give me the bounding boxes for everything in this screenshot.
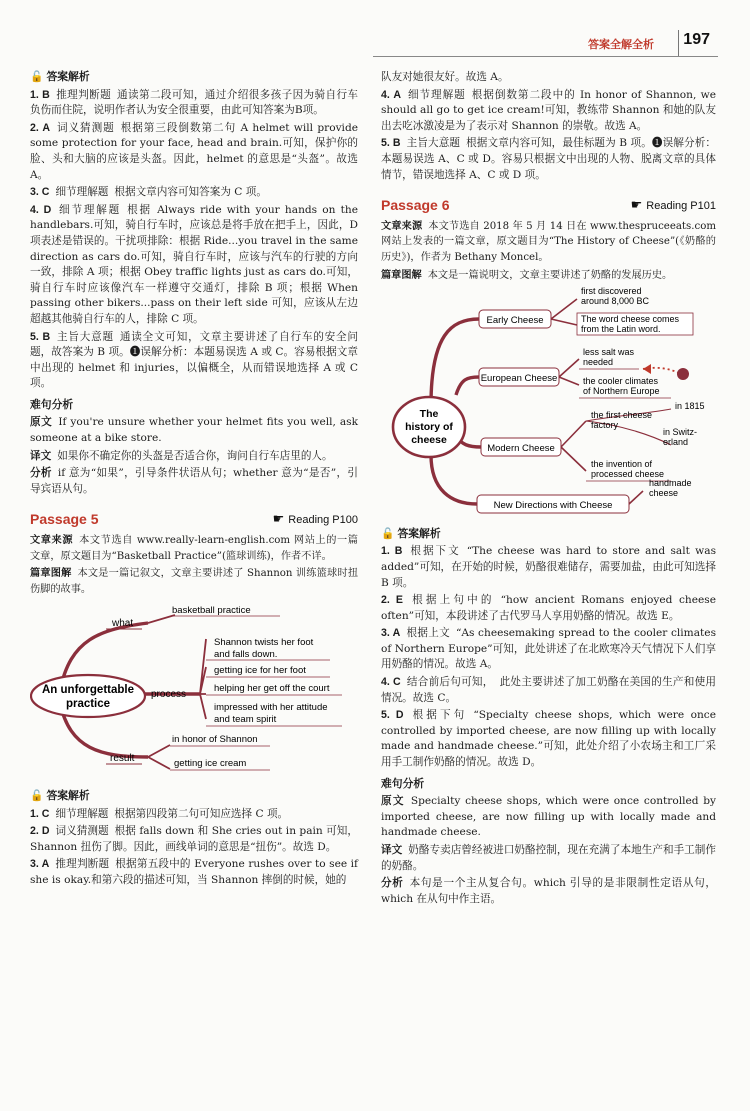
question-type: 根据下句 [409, 709, 468, 722]
analysis-label: 原文 [381, 795, 405, 808]
answer-text: “how ancient Romans enjoyed cheese often”可知，本段讲述了古代罗马人享用奶酪的情况。故选 E。 [381, 594, 716, 622]
question-type: 根据下文 [408, 545, 461, 558]
analysis-text: 奶酪专卖店曾经被进口奶酪控制，现在充满了本地生产和手工制作的奶酪。 [381, 844, 717, 872]
lock-icon: 🔓 [30, 71, 44, 83]
answer-item [30, 824, 358, 855]
answer-number: 4. A [381, 88, 401, 101]
mm6-early-leaf-2a: The word cheese comes [581, 314, 680, 325]
page-number: 197 [683, 31, 710, 48]
answer-text: 根据第三段倒数第二句 A helmet will provide some protection for your face, head and brain.可知，保护你的脸、头和大脑的应该是头盔。因此，helmet 的意思是“头盔”。故选A。 [30, 121, 358, 181]
question-type: 细节理解题 [57, 203, 122, 216]
passage6-bar [381, 197, 716, 215]
question-type: 细节理解题 [407, 88, 466, 101]
mm6-modern-leaf-3b: erland [663, 437, 689, 448]
answer-text: 通读全文可知，文章主要讲述了自行车的安全问题，故答案为 B 项。❶误解分析：本题易误选 A 或 C。容易根据文章中出现的 helmet 和 injuries，以偏概全，从而错误地选择 A 或 C 项。 [30, 330, 359, 390]
continuation-text: 队友对她很友好。故选 A。 [381, 71, 509, 83]
passage6-source: 文章来源 本文节选自 2018 年 5 月 14 日在 www.thespruceeats.com 网站上发表的一篇文章，原文题目为“The History of Cheese”(《奶酪的历史》)，作者为 Bethany Moncel。 [381, 220, 716, 263]
answer-item [381, 136, 716, 183]
mm5-result-label: result [110, 753, 135, 765]
analysis-label: 分析 [381, 877, 404, 890]
passage6-title: Passage 6 [381, 197, 450, 214]
passage5-title: Passage 5 [30, 511, 99, 528]
mm5-center-line2: practice [65, 698, 111, 711]
analysis-text: If you're unsure whether your helmet fits you well, ask someone at a bike store. [30, 416, 358, 445]
answer-item [30, 88, 358, 119]
mm6-euro-leaf-2b: of Northern Europe [583, 386, 660, 397]
answer-number: 3. A [30, 858, 50, 871]
mm6-center-line2: history of [405, 421, 453, 434]
answer-item [381, 88, 716, 135]
analysis-label: 译文 [30, 449, 52, 462]
passage6-answer-list [381, 544, 716, 770]
answer-text: 根据 Always ride with your hands on the handlebars.可知，骑自行车时，应该总是将手放在把手上，因此，D 项表述是错误的。干扰项排除：根据 Ride...you travel in the same direction as cars do.可知，骑自行车时，应该与汽车的行驶的方向一致，排除 A 项；根据 Obey traffic lights just as cars do.可知，骑自行车时应该像汽车一样遵守交通灯，排除 B 项；根据 When passing other bikers...pass on their left side 可知，应该从左边超越其他骑自行车的人，排除 C 项。 [30, 203, 359, 325]
answer-item [30, 857, 358, 888]
analysis-row [381, 876, 716, 907]
mm6-modern-leaf-2: in 1815 [675, 401, 705, 412]
question-type: 细节理解题 [55, 807, 109, 820]
question-type: 词义猜测题 [56, 121, 115, 134]
mm6-center-line3: cheese [411, 434, 447, 447]
mm5-result-leaf-2: getting ice cream [174, 758, 247, 770]
mm6-euro-leaf-1a: less salt was [583, 347, 635, 358]
page-header [0, 0, 750, 58]
answers-heading: 🔓 答案解析 [30, 71, 90, 83]
left-column [30, 66, 358, 891]
question-type: 推理判断题 [55, 88, 112, 101]
answer-text: “Specialty cheese shops, which were once controlled by imported cheese, are now filling up with locally made and handmade cheese.”可知，此处介绍了小农场主和工厂采用手工制作奶酪的情况。故选 D。 [381, 709, 716, 769]
mm6-new-leaf-a: handmade [649, 478, 692, 489]
mm5-what-label: what [112, 618, 134, 630]
analysis-text: 如果你不确定你的头盔是否适合你，询问自行车店里的人。 [57, 449, 333, 462]
header-label: 答案全解全析 [588, 39, 654, 51]
mm6-modern-leaf-1b: factory [591, 420, 619, 431]
passage5-reading: ☛ Reading P100 [272, 511, 358, 527]
answer-item [30, 330, 358, 392]
answer-item [381, 626, 716, 673]
mm6-new-label: New Directions with Cheese [493, 500, 613, 512]
question-type: 主旨大意题 [406, 137, 461, 150]
mm5-result-leaf-1: in honor of Shannon [172, 734, 258, 746]
mm5-leaf-1a: Shannon twists her foot [214, 637, 314, 649]
answer-number: 1. B [30, 88, 50, 101]
question-type: 词义猜测题 [55, 825, 109, 838]
mm6-branch-european [456, 377, 479, 395]
mm6-european-label: European Cheese [480, 373, 558, 385]
answer-number: 2. E [381, 594, 403, 607]
answer-number: 2. A [30, 121, 50, 134]
question-type: 主旨大意题 [56, 330, 114, 343]
passage5-answer-list [30, 807, 358, 889]
header-rule [373, 56, 718, 57]
mm6-modern-leaf-3a: in Switz- [663, 427, 698, 438]
passage5-source: 文章来源 本文节选自 www.really-learn-english.com 网站上的一篇文章，原文题目为“Basketball Practice”(篮球训练)，作者不详。 [30, 535, 358, 562]
passage6-mindmap [381, 285, 716, 517]
mm6-branch-early [431, 319, 479, 405]
answer-number: 5. B [30, 330, 51, 343]
mm5-what-leaf: basketball practice [172, 605, 251, 617]
lock-icon: 🔓 [30, 790, 44, 802]
difficult-heading: 难句分析 [30, 398, 74, 411]
mm6-modern-leaf-1a: the first cheese [591, 410, 653, 421]
question-type: 根据上句中的 [409, 594, 495, 607]
mm6-early-leaf-1a: first discovered [581, 286, 642, 297]
mm5-leaf-4a: impressed with her attitude [214, 702, 328, 714]
pointing-hand-icon: ☛ [630, 197, 643, 213]
question-type: 结合前后句可知， [406, 676, 494, 689]
mm5-leaf-3: helping her get off the court [214, 683, 330, 695]
lock-icon: 🔓 [381, 527, 395, 540]
passage6-diagram-desc: 篇章图解 本文是一篇说明文，文章主要讲述了奶酪的发展历史。 [381, 269, 673, 281]
passage5-bar [30, 511, 358, 529]
answer-text: 此处主要讲述了加工奶酪在美国的生产和使用情况。故选 C。 [381, 676, 716, 704]
answer-list-continued [381, 88, 716, 184]
passage6-reading: ☛ Reading P101 [630, 197, 716, 213]
answer-text: “As cheesemaking spread to the cooler climates of Northern Europe”可知，此处讲述了在北欧寒冷天气情况下人们享用奶酪的情况。故选 A。 [381, 627, 717, 671]
right-column [381, 66, 716, 909]
passage6-difficult-analysis [381, 794, 716, 907]
mm6-center-line1: The [419, 408, 439, 421]
answer-item [381, 544, 716, 591]
mm5-process-label: process [151, 689, 187, 701]
analysis-text: 本句是一个主从复合句。which 引导的是非限制性定语从句，which 在从句中作主语。 [381, 877, 717, 905]
mm5-leaf-1b: and falls down. [214, 649, 278, 661]
answer-number: 3. C [30, 186, 50, 199]
analysis-row [381, 794, 716, 841]
answer-text: “The cheese was hard to store and salt was added”可知，在开始的时候，奶酪很难储存，需要加盐，由此可知选择 B 项。 [381, 545, 717, 589]
analysis-row [30, 449, 358, 465]
mm6-modern-leaf-4b: processed cheese [591, 469, 665, 480]
answer-number: 5. B [381, 137, 401, 150]
analysis-label: 译文 [381, 844, 403, 856]
passage5-mindmap [30, 599, 358, 779]
passage5-diagram-desc: 篇章图解 本文是一篇记叙文，文章主要讲述了 Shannon 训练篮球时扭伤脚的故事。 [30, 568, 359, 595]
answer-number: 1. B [381, 545, 403, 558]
answer-text: 根据文章内容可知，最佳标题为 B 项。❶误解分析：本题易误选 A、C 或 D。容易只根据文中出现的人物、脱离文章的具体情节，错误地选择 A、C 或 D 项。 [381, 137, 716, 181]
mm5-leaf-2: getting ice for her foot [214, 665, 306, 677]
question-type: 推理判断题 [55, 858, 110, 871]
answer-number: 4. D [30, 203, 52, 216]
question-type: 细节理解题 [55, 186, 109, 199]
header-divider [678, 30, 679, 57]
analysis-text: Specialty cheese shops, which were once controlled by imported cheese, are now filling up with locally made and handmade cheese. [381, 795, 717, 839]
answer-text: 根据第五段中的 Everyone rushes over to see if she is okay.和第六段的描述可知，当 Shannon 摔倒的时候，她的 [30, 858, 358, 886]
arrow-head-icon [643, 364, 651, 374]
answer-item [30, 203, 358, 328]
analysis-label: 分析 [30, 467, 52, 480]
passage5-answers-heading: 🔓 答案解析 [30, 790, 90, 802]
answer-text: 根据第四段第二句可知应选择 C 项。 [114, 807, 289, 820]
mm6-early-leaf-1b: around 8,000 BC [581, 296, 650, 307]
answer-item [30, 185, 358, 201]
mm6-new-leaf-b: cheese [649, 488, 679, 499]
passage6-answers-heading: 🔓 答案解析 [381, 527, 441, 540]
mm5-center-line1: An unforgettable [42, 684, 134, 697]
answer-item [30, 807, 358, 823]
passage6-difficult-heading: 难句分析 [381, 777, 425, 790]
answer-item [381, 708, 716, 770]
answer-text: 通读第二段可知，通过介绍很多孩子因为骑自行车负伤而住院，说明作者认为安全很重要，由此可知答案为B项。 [30, 88, 359, 117]
answer-text: 根据文章内容可知答案为 C 项。 [114, 186, 267, 199]
question-type: 根据上文 [406, 627, 450, 640]
mm5-leaf-4b: and team spirit [214, 714, 277, 726]
answer-number: 1. C [30, 807, 50, 820]
answer-number: 3. A [381, 627, 401, 640]
answer-text: 根据 falls down 和 She cries out in pain 可知，Shannon 扭伤了脚。因此，画线单词的意思是“扭伤”。故选 D。 [30, 825, 358, 853]
mm5-center-node [31, 675, 145, 717]
mm6-euro-leaf-1b: needed [583, 357, 614, 368]
mm6-euro-leaf-2a: the cooler climates [583, 376, 659, 387]
answer-item [30, 121, 358, 183]
mm6-modern-label: Modern Cheese [487, 443, 555, 455]
difficult-analysis [30, 415, 358, 497]
analysis-row [30, 466, 358, 497]
analysis-text: if 意为“如果”，引导条件状语从句；whether 意为“是否”，引导宾语从句。 [30, 467, 359, 495]
analysis-row [381, 843, 716, 874]
mm6-early-leaf-2b: from the Latin word. [581, 324, 661, 335]
mm5-process-links [200, 639, 206, 719]
mm6-branch-new [431, 455, 477, 504]
answer-number: 2. D [30, 825, 50, 838]
mm6-arrow-dot [677, 368, 689, 380]
answer-number: 5. D [381, 709, 404, 722]
analysis-label: 原文 [30, 416, 53, 429]
answer-number: 4. C [381, 676, 401, 689]
answer-item [381, 593, 716, 624]
answer-text: 根据倒数第二段中的 In honor of Shannon, we should all go to get ice cream!可知，教练带 Shannon 和她的队友出去吃冰激凌是为了表示对 Shannon 的崇敬。故选 A。 [381, 88, 717, 132]
mm6-early-label: Early Cheese [486, 315, 544, 327]
answer-list [30, 88, 358, 392]
answer-item [381, 675, 716, 706]
analysis-row [30, 415, 358, 446]
mm6-modern-leaf-4a: the invention of [591, 459, 653, 470]
pointing-hand-icon: ☛ [272, 511, 285, 527]
